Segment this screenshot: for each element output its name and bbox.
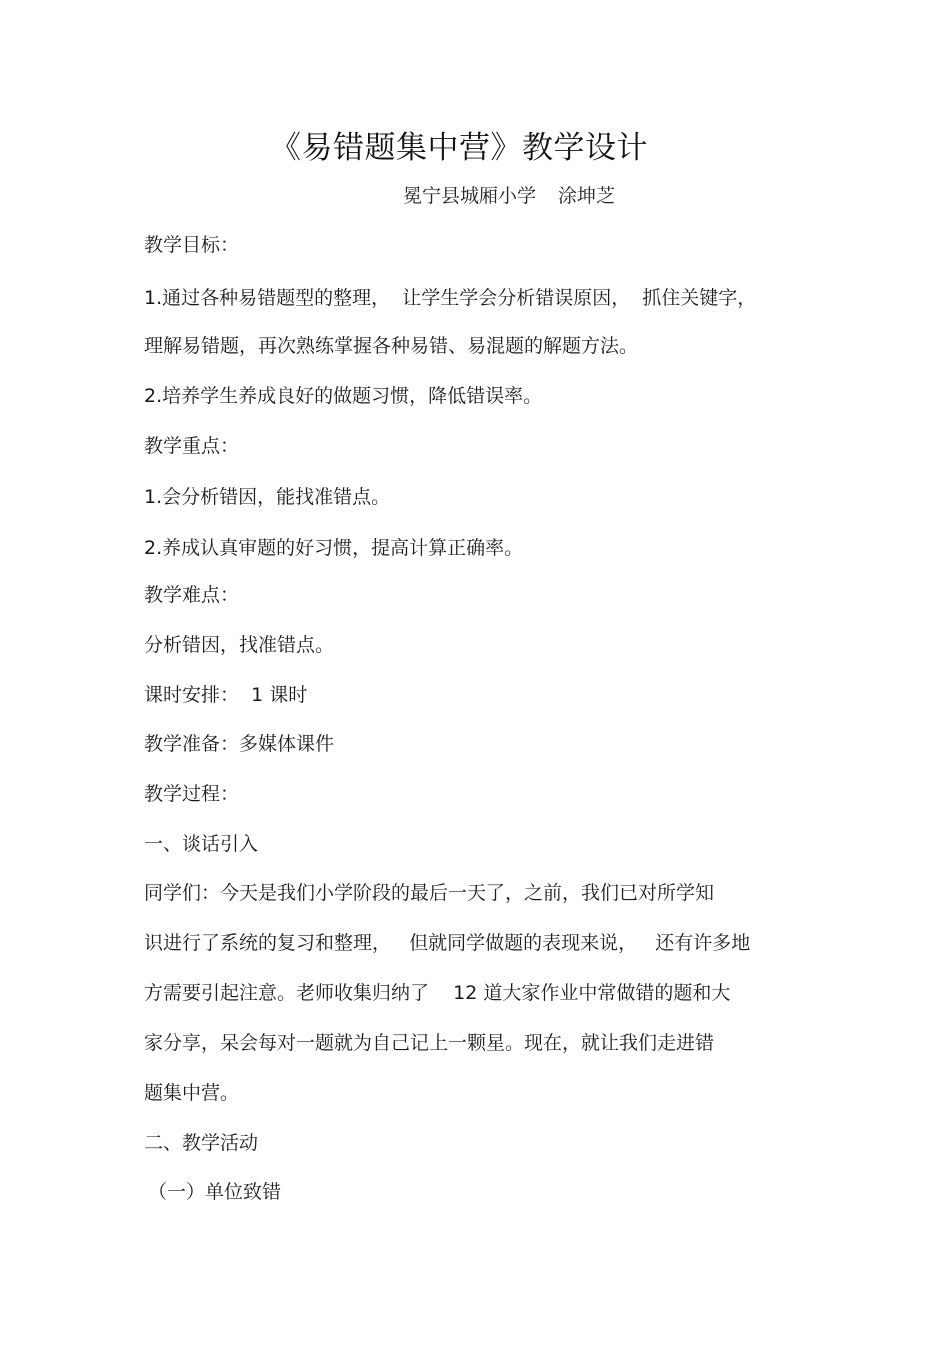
author-school: 冕宁县城厢小学	[403, 185, 537, 207]
subsection-heading-1: （一）单位致错	[148, 1181, 282, 1203]
intro-paragraph-line-3: 方需要引起注意。老师收集归纳了 12 道大家作业中常做错的题和大	[144, 982, 731, 1004]
intro-paragraph-line-1: 同学们：今天是我们小学阶段的最后一天了，之前，我们已对所学知	[144, 882, 715, 904]
key-point-2: 2.养成认真审题的好习惯，提高计算正确率。	[144, 537, 524, 559]
difficulty-text: 分析错因，找准错点。	[144, 634, 335, 656]
section-heading-key-points: 教学重点：	[144, 435, 240, 457]
author-line	[403, 181, 615, 208]
intro-paragraph-line-5: 题集中营。	[144, 1082, 240, 1104]
class-hours: 课时安排： 1 课时	[144, 684, 308, 706]
section-heading-process: 教学过程：	[144, 783, 240, 805]
teaching-preparation: 教学准备：多媒体课件	[144, 733, 335, 755]
objective-1-line-1: 1.通过各种易错题型的整理， 让学生学会分析错误原因， 抓住关键字，	[144, 287, 757, 309]
section-heading-difficulties: 教学难点：	[144, 584, 240, 606]
part-2-heading: 二、教学活动	[144, 1132, 259, 1154]
author-name: 涂坤芝	[558, 185, 616, 207]
intro-paragraph-line-2: 识进行了系统的复习和整理， 但就同学做题的表现来说， 还有许多地	[144, 932, 751, 954]
intro-paragraph-line-4: 家分享，呆会每对一题就为自己记上一颗星。现在，就让我们走进错	[144, 1032, 715, 1054]
section-heading-objectives: 教学目标：	[144, 234, 240, 256]
objective-1-line-2: 理解易错题，再次熟练掌握各种易错、易混题的解题方法。	[144, 335, 639, 357]
key-point-1: 1.会分析错因，能找准错点。	[144, 486, 391, 508]
document-title: 《易错题集中营》教学设计	[270, 130, 648, 166]
part-1-heading: 一、谈话引入	[144, 833, 259, 855]
objective-2: 2.培养学生养成良好的做题习惯，降低错误率。	[144, 385, 543, 407]
